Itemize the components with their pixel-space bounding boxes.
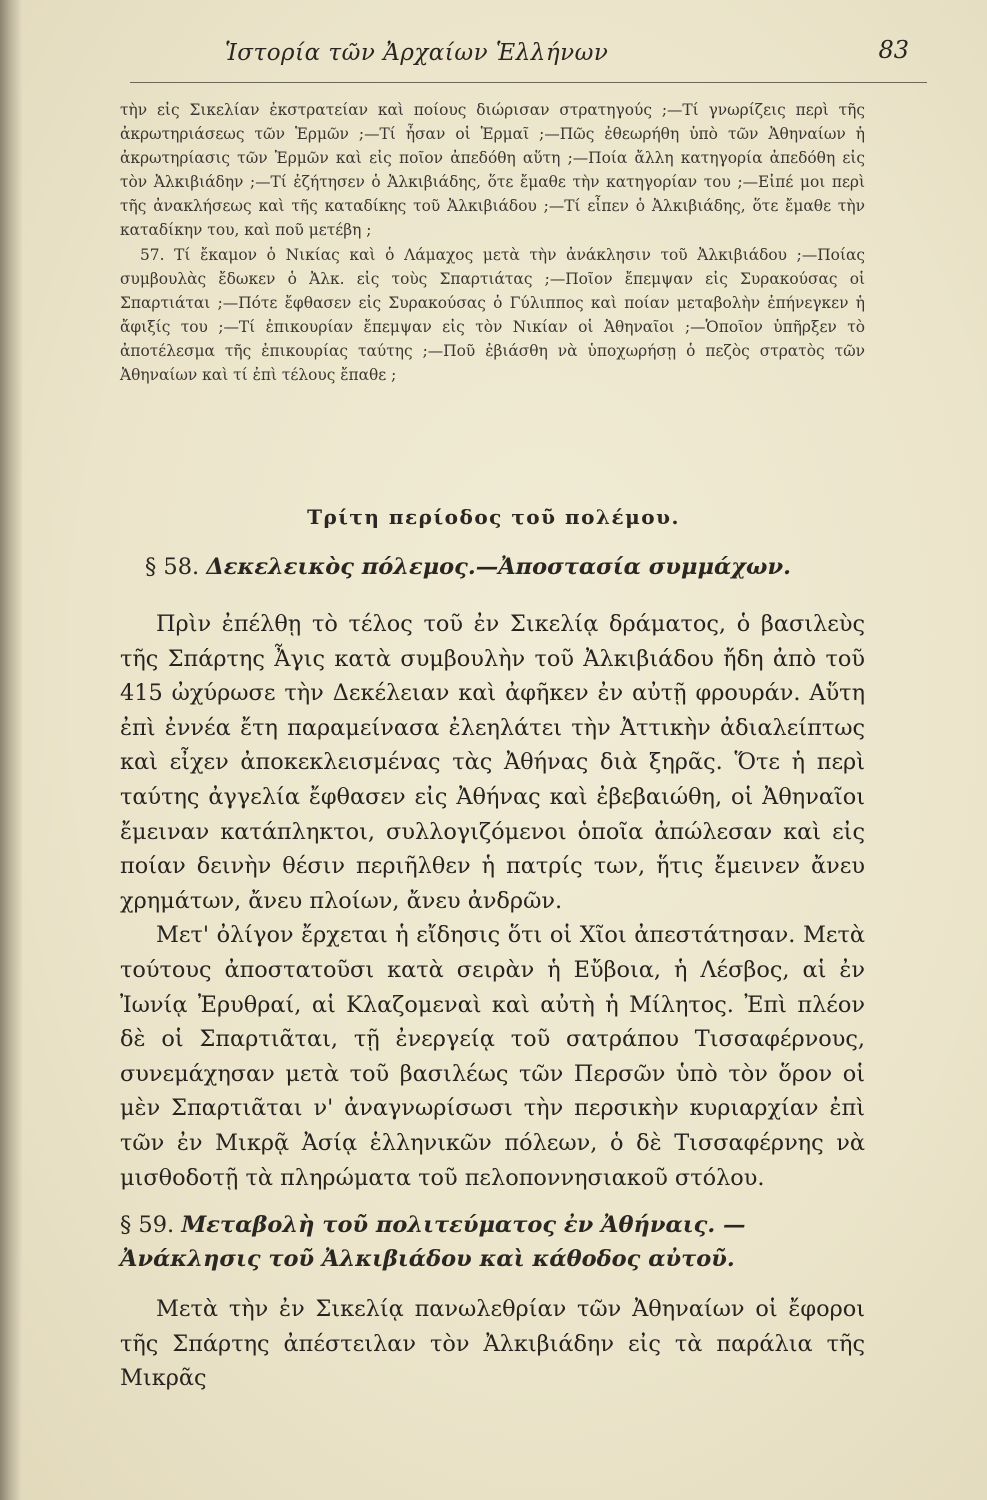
section-59-body [120, 1292, 865, 1396]
questions-56: τὴν εἰς Σικελίαν ἐκστρατείαν καὶ ποίους διώρισαν στρατηγούς ;—Τί γνωρίζεις περὶ τῆς ἀκρωτηριάσεως τῶν Ἑρμῶν ;—Τί ἦσαν οἱ Ἑρμαῖ ;—Πῶς ἐθεωρήθη ὑπὸ τῶν Ἀθηναίων ἡ ἀκρωτηρίασις τῶν Ἑρμῶν καὶ εἰς ποῖον ἀπεδόθη αὕτη ;—Ποία ἄλλη κατηγορία ἀπεδόθη εἰς τὸν Ἀλκιβιάδην ;—Τί ἐζήτησεν ὁ Ἀλκιβιάδης, ὅτε ἔμαθε τὴν κατηγορίαν του ;—Εἰπέ μοι περὶ τῆς ἀνακλήσεως καὶ τῆς καταδίκης τοῦ Ἀλκιβιάδου ;—Τί εἶπεν ὁ Ἀλκιβιάδης, ὅτε ἔμαθε τὴν καταδίκην του, καὶ ποῦ μετέβη ; [120, 101, 865, 240]
section-58-number: § 58. [145, 554, 200, 580]
section-58-paragraph-2: Μετ' ὀλίγον ἔρχεται ἡ εἴδησις ὅτι οἱ Χῖοι ἀπεστάτησαν. Μετὰ τούτους ἀποστατοῦσι κατὰ σειρὰν ἡ Εὔβοια, ἡ Λέσβος, αἱ ἐν Ἰωνίᾳ Ἐρυθραί, αἱ Κλαζομεναὶ καὶ αὐτὴ ἡ Μίλητος. Ἐπὶ πλέον δὲ οἱ Σπαρτιᾶται, τῇ ἐνεργείᾳ τοῦ σατράπου Τισσαφέρνους, συνεμάχησαν μετὰ τοῦ βασιλέως τῶν Περσῶν ὑπὸ τὸν ὅρον οἱ μὲν Σπαρτιᾶται ν' ἀναγνωρίσωσι τὴν περσικὴν κυριαρχίαν ἐπὶ τῶν ἐν Μικρᾷ Ἀσίᾳ ἑλληνικῶν πόλεων, ὁ δὲ Τισσαφέρνης νὰ μισθοδοτῇ τὰ πληρώματα τοῦ πελοποννησιακοῦ στόλου. [120, 922, 865, 1191]
section-58-paragraph-1: Πρὶν ἐπέλθῃ τὸ τέλος τοῦ ἐν Σικελίᾳ δράματος, ὁ βασιλεὺς τῆς Σπάρτης Ἆγις κατὰ συμβουλὴν τοῦ Ἀλκιβιάδου ἤδη ἀπὸ τοῦ 415 ὠχύρωσε τὴν Δεκέλειαν καὶ ἀφῆκεν ἐν αὐτῇ φρουράν. Αὕτη ἐπὶ ἐννέα ἔτη παραμείνασα ἐλεηλάτει τὴν Ἀττικὴν ἀδιαλείπτως καὶ εἶχεν ἀποκεκλεισμένας τὰς Ἀθήνας διὰ ξηρᾶς. Ὅτε ἡ περὶ ταύτης ἀγγελία ἔφθασεν εἰς Ἀθήνας καὶ ἐβεβαιώθη, οἱ Ἀθηναῖοι ἔμειναν κατάπληκτοι, συλλογιζόμενοι ὁποῖα ἀπώλεσαν καὶ εἰς ποίαν δεινὴν θέσιν περιῆλθεν ἡ πατρίς των, ἥτις ἔμεινεν ἄνευ χρημάτων, ἄνευ πλοίων, ἄνευ ἀνδρῶν. [120, 611, 865, 914]
page-header [130, 32, 927, 83]
section-59-number: § 59. [120, 1212, 175, 1238]
section-58-heading [145, 554, 791, 580]
section-59-heading [120, 1208, 865, 1276]
running-title: Ἱστορία τῶν Ἀρχαίων Ἑλλήνων [225, 40, 609, 66]
section-58-title: Δεκελεικὸς πόλεμος.—Ἀποστασία συμμάχων. [206, 554, 791, 580]
review-questions [120, 98, 865, 387]
section-59-paragraph-1: Μετὰ τὴν ἐν Σικελίᾳ πανωλεθρίαν τῶν Ἀθηναίων οἱ ἔφοροι τῆς Σπάρτης ἀπέστειλαν τὸν Ἀλκιβιάδην εἰς τὰ παράλια τῆς Μικρᾶς [120, 1296, 865, 1392]
questions-57: 57. Τί ἔκαμον ὁ Νικίας καὶ ὁ Λάμαχος μετὰ τὴν ἀνάκλησιν τοῦ Ἀλκιβιάδου ;—Ποίας συμβουλὰς ἔδωκεν ὁ Ἀλκ. εἰς τοὺς Σπαρτιάτας ;—Ποῖον ἔπεμψαν εἰς Συρακούσας οἱ Σπαρτιάται ;—Πότε ἔφθασεν εἰς Συρακούσας ὁ Γύλιππος καὶ ποίαν μεταβολὴν ἐπήνεγκεν ἡ ἄφιξίς του ;—Τί ἐπικουρίαν ἔπεμψαν εἰς τὸν Νικίαν οἱ Ἀθηναῖοι ;—Ὁποῖον ὑπῆρξεν τὸ ἀποτέλεσμα τῆς ἐπικουρίας ταύτης ;—Ποῦ ἐβιάσθη νὰ ὑποχωρήσῃ ὁ πεζὸς στρατὸς τῶν Ἀθηναίων καὶ τί ἐπὶ τέλους ἔπαθε ; [120, 245, 865, 385]
page-number: 83 [878, 36, 909, 64]
section-59-title: Μεταβολὴ τοῦ πολιτεύματος ἐν Ἀθήναις. — Ἀνάκλησις τοῦ Ἀλκιβιάδου καὶ κάθοδος αὐτοῦ. [120, 1212, 746, 1272]
book-spine-shadow [0, 0, 22, 1500]
part-heading: Τρίτη περίοδος τοῦ πολέμου. [307, 505, 680, 529]
section-58-body [120, 607, 865, 1195]
